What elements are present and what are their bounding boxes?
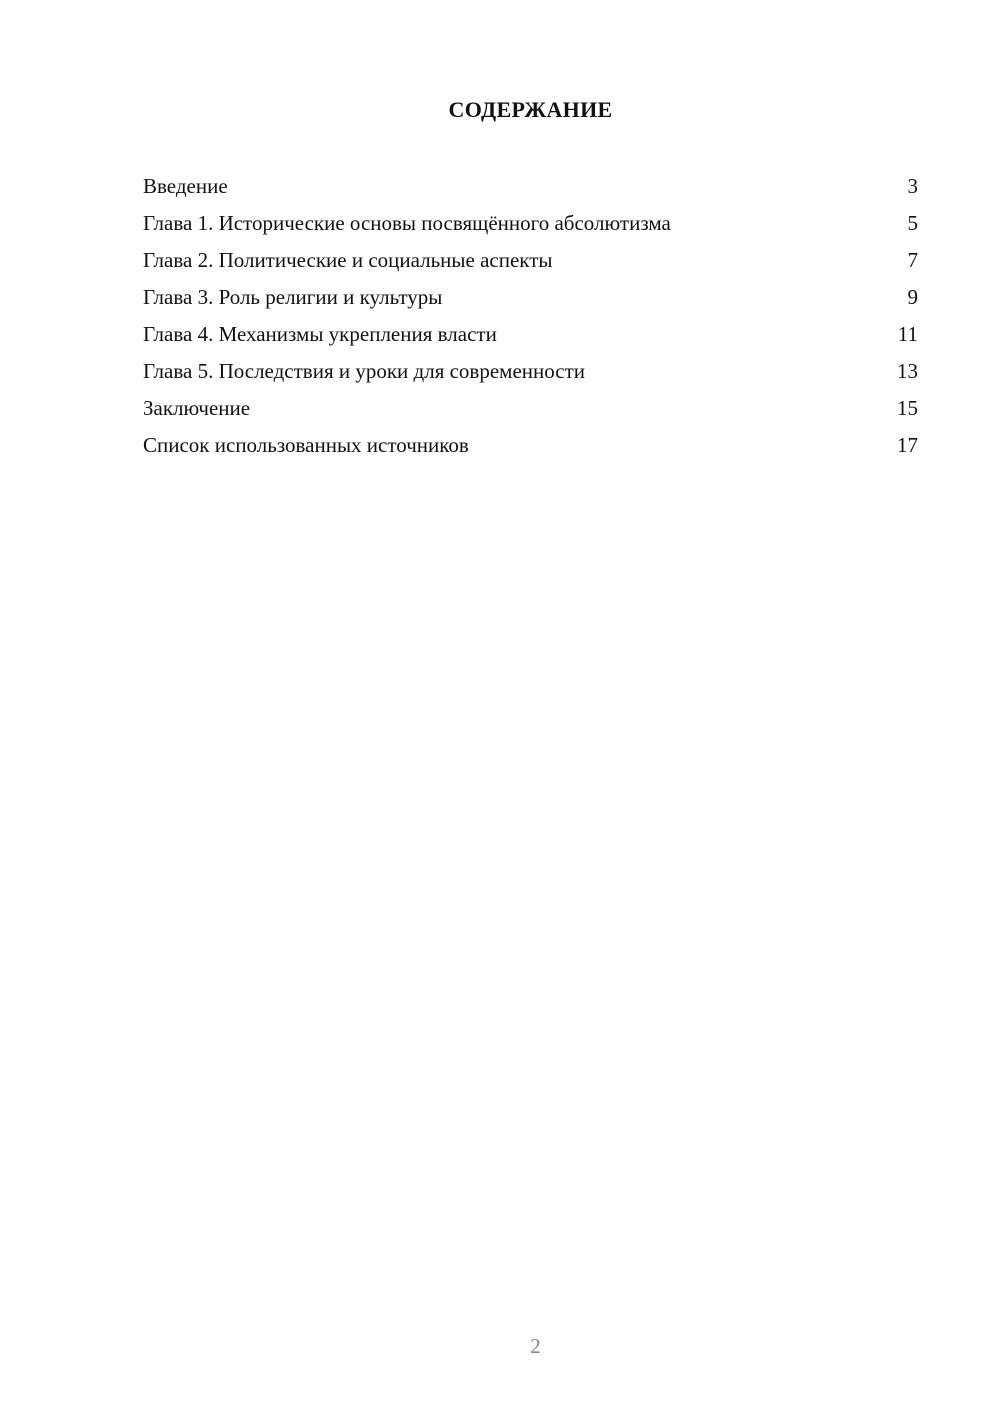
toc-entry-title: Глава 1. Исторические основы посвящённого абсолютизма	[143, 211, 671, 235]
toc-entry-chapter-4	[143, 316, 918, 353]
toc-entry-page: 5	[907, 211, 918, 235]
toc-entry-page: 17	[897, 433, 918, 457]
toc-entry-conclusion	[143, 390, 918, 427]
toc-entry-chapter-5	[143, 353, 918, 390]
toc-entry-page: 7	[907, 248, 918, 272]
toc-entry-chapter-1	[143, 205, 918, 242]
toc-entry-chapter-3	[143, 279, 918, 316]
table-of-contents	[143, 168, 918, 464]
toc-entry-title: Заключение	[143, 396, 251, 420]
toc-entry-title: Глава 2. Политические и социальные аспекты	[143, 248, 553, 272]
toc-entry-page: 3	[907, 174, 918, 198]
toc-entry-page: 11	[897, 322, 918, 346]
toc-entry-page: 9	[907, 285, 918, 309]
page-title: СОДЕРЖАНИЕ	[448, 97, 613, 122]
toc-entry-title: Список использованных источников	[143, 433, 469, 457]
toc-entry-page: 13	[897, 359, 918, 383]
toc-entry-references	[143, 427, 918, 464]
page-number: 2	[530, 1334, 541, 1358]
toc-entry-title: Глава 3. Роль религии и культуры	[143, 285, 443, 309]
toc-entry-page: 15	[897, 396, 918, 420]
toc-entry-title: Глава 5. Последствия и уроки для современности	[143, 359, 586, 383]
toc-entry-title: Введение	[143, 174, 228, 198]
toc-entry-title: Глава 4. Механизмы укрепления власти	[143, 322, 497, 346]
toc-entry-introduction	[143, 168, 918, 205]
toc-entry-chapter-2	[143, 242, 918, 279]
